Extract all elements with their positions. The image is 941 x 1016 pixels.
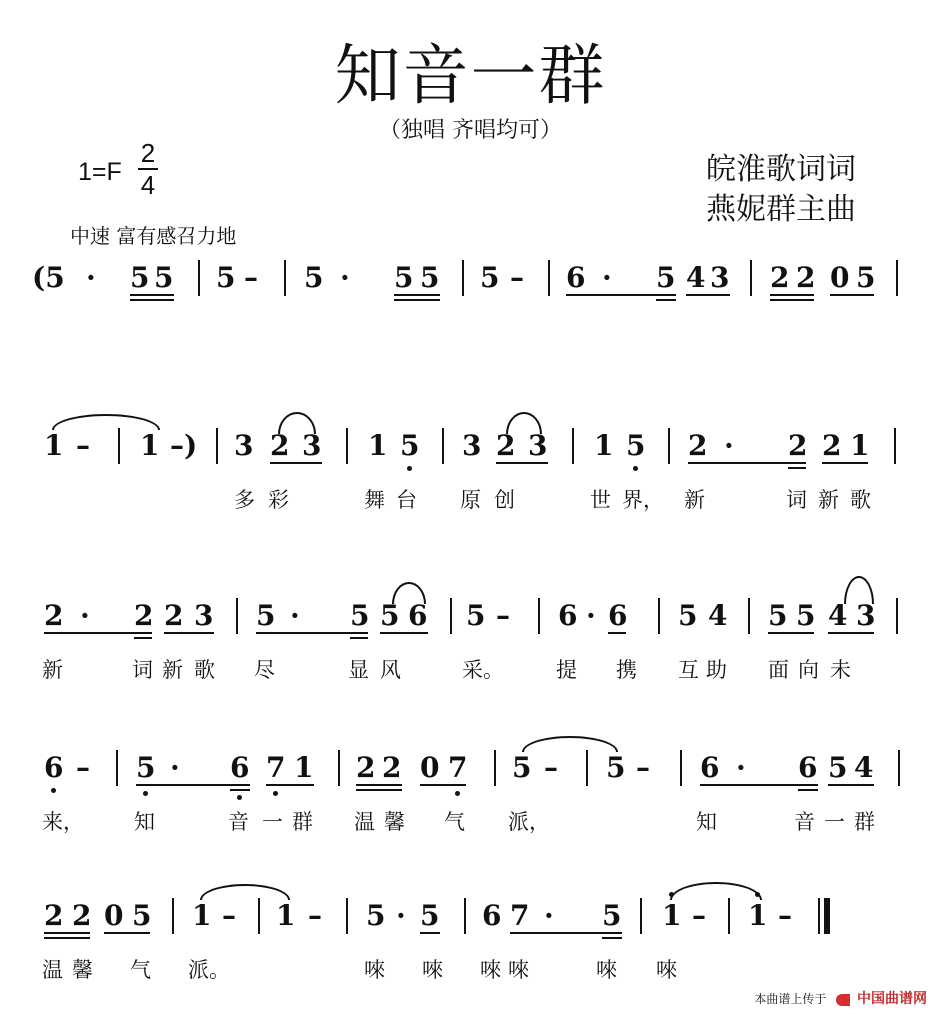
lyric: 一 — [262, 810, 283, 834]
low-octave-dot — [273, 791, 278, 796]
tempo-marking: 中速 富有感召力地 — [70, 224, 237, 248]
lyric: 未 — [830, 658, 851, 682]
underline — [510, 932, 622, 934]
dot: · — [86, 261, 96, 294]
lyric: 提 — [556, 658, 577, 682]
barline — [658, 598, 660, 634]
lyric: 风 — [380, 658, 401, 682]
underline — [266, 784, 314, 786]
note: 1 — [594, 429, 614, 462]
underline — [828, 784, 874, 786]
barline — [896, 598, 898, 634]
composer: 燕妮群主曲 — [706, 192, 856, 227]
note: 2 — [496, 429, 516, 462]
note: 5 — [304, 261, 324, 294]
lyric: 音 — [794, 810, 815, 834]
dash: – — [510, 261, 524, 294]
dash: – — [308, 899, 322, 932]
time-signature — [138, 140, 158, 198]
barline — [572, 428, 574, 464]
lyric: 新 — [684, 488, 705, 512]
lyric: 台 — [396, 488, 417, 512]
underline — [420, 932, 440, 934]
dot: · — [80, 599, 90, 632]
barline — [894, 428, 896, 464]
underline — [798, 789, 818, 791]
note: 5 — [768, 599, 788, 632]
note: 2 — [72, 899, 92, 932]
underline — [420, 784, 466, 786]
note: 2 — [770, 261, 790, 294]
underline — [270, 462, 322, 464]
note: 6 — [558, 599, 578, 632]
note: 5 — [828, 751, 848, 784]
underline — [230, 789, 250, 791]
barline — [668, 428, 670, 464]
note: 5 — [656, 261, 676, 294]
barline — [728, 898, 730, 934]
lyric: 词 — [132, 658, 153, 682]
barline — [338, 750, 340, 786]
note: (5 — [32, 261, 65, 294]
lyric: 唻 — [656, 958, 677, 982]
dash: – — [778, 899, 792, 932]
note: 3 — [462, 429, 482, 462]
dash: – — [544, 751, 558, 784]
lyric: 采。 — [462, 658, 504, 682]
lyric: 群 — [854, 810, 875, 834]
lyric: 词 — [786, 488, 807, 512]
underline — [394, 294, 440, 296]
underline — [496, 462, 548, 464]
barline — [216, 428, 218, 464]
low-octave-dot — [633, 466, 638, 471]
lyric: 多 — [234, 488, 255, 512]
underline — [130, 299, 174, 301]
barline — [450, 598, 452, 634]
note: 5 — [602, 899, 622, 932]
barline — [118, 428, 120, 464]
final-barline-thick — [824, 898, 830, 934]
credits — [706, 150, 856, 230]
underline — [788, 467, 806, 469]
lyric: 派。 — [188, 958, 230, 982]
note: 5 — [856, 261, 876, 294]
note: 0 — [104, 899, 124, 932]
time-denominator: 4 — [140, 170, 156, 200]
note: 5 — [512, 751, 532, 784]
underline — [104, 932, 150, 934]
lyric: 派， — [508, 810, 550, 834]
underline — [380, 632, 428, 634]
note: 6 — [608, 599, 628, 632]
underline — [356, 784, 402, 786]
underline — [770, 299, 814, 301]
note: 4 — [708, 599, 728, 632]
note: 2 — [164, 599, 184, 632]
lyric: 气 — [130, 958, 151, 982]
lyric: 歌 — [850, 488, 871, 512]
barline — [462, 260, 464, 296]
underline — [566, 294, 676, 296]
underline — [164, 632, 214, 634]
note: 2 — [382, 751, 402, 784]
note: 0 — [420, 751, 440, 784]
underline — [828, 632, 874, 634]
note: 2 — [270, 429, 290, 462]
lyric: 助 — [706, 658, 727, 682]
dot: · — [544, 899, 554, 932]
barline — [464, 898, 466, 934]
note: 5 — [480, 261, 500, 294]
low-octave-dot — [51, 788, 56, 793]
note: 5 — [796, 599, 816, 632]
key-signature: 1=F — [78, 158, 122, 186]
underline — [830, 294, 874, 296]
dash: – — [636, 751, 650, 784]
dot: · — [340, 261, 350, 294]
note: 3 — [234, 429, 254, 462]
note: 6 — [482, 899, 502, 932]
lyric: 一 — [824, 810, 845, 834]
dash: –) — [170, 429, 198, 462]
note: 1 — [850, 429, 870, 462]
note: 6 — [230, 751, 250, 784]
note: 5 — [380, 599, 400, 632]
tie — [522, 736, 618, 752]
lyric: 馨 — [72, 958, 93, 982]
note: 5 — [154, 261, 174, 294]
underline — [770, 294, 814, 296]
note: 5 — [256, 599, 276, 632]
slur — [844, 576, 874, 604]
underline — [768, 632, 814, 634]
barline — [896, 260, 898, 296]
note: 5 — [606, 751, 626, 784]
dash: – — [76, 429, 90, 462]
underline — [44, 937, 90, 939]
underline — [656, 299, 676, 301]
lyric: 唻 — [422, 958, 443, 982]
dash: – — [76, 751, 90, 784]
lyric: 舞 — [364, 488, 385, 512]
note: 1 — [276, 899, 296, 932]
note: 6 — [798, 751, 818, 784]
note: 1 — [368, 429, 388, 462]
underline — [134, 637, 152, 639]
low-octave-dot — [407, 466, 412, 471]
note: 6 — [44, 751, 64, 784]
lyric: 新 — [818, 488, 839, 512]
dash: – — [244, 261, 258, 294]
note: 3 — [194, 599, 214, 632]
dot: · — [396, 899, 406, 932]
note: 1 — [748, 899, 768, 932]
note: 2 — [822, 429, 842, 462]
note: 7 — [448, 751, 468, 784]
note: 5 — [216, 261, 236, 294]
dash: – — [692, 899, 706, 932]
lyric: 唻 — [364, 958, 385, 982]
note: 2 — [44, 599, 64, 632]
lyric: 原 — [460, 488, 481, 512]
lyric: 新 — [42, 658, 63, 682]
note: 4 — [854, 751, 874, 784]
upload-text: 本曲谱上传于 — [754, 992, 827, 1006]
underline — [688, 462, 806, 464]
note: 2 — [788, 429, 808, 462]
lyric: 唻 — [480, 958, 501, 982]
low-octave-dot — [237, 795, 242, 800]
note: 3 — [302, 429, 322, 462]
score-line-1 — [30, 258, 910, 368]
barline — [898, 750, 900, 786]
note: 5 — [466, 599, 486, 632]
lyric: 温 — [42, 958, 63, 982]
barline — [172, 898, 174, 934]
song-title: 知音一群 — [334, 37, 607, 114]
note: 4 — [828, 599, 848, 632]
lyric: 音 — [228, 810, 249, 834]
barline — [198, 260, 200, 296]
barline — [548, 260, 550, 296]
lyric: 知 — [696, 810, 717, 834]
underline — [256, 632, 368, 634]
lyric: 携 — [616, 658, 637, 682]
slur — [506, 412, 542, 434]
note: 5 — [400, 429, 420, 462]
note: 1 — [662, 899, 682, 932]
lyric: 知 — [134, 810, 155, 834]
low-octave-dot — [455, 791, 460, 796]
dash: – — [222, 899, 236, 932]
note: 5 — [366, 899, 386, 932]
note: 7 — [266, 751, 286, 784]
lyric: 界， — [622, 488, 664, 512]
dot: · — [602, 261, 612, 294]
underline — [700, 784, 818, 786]
note: 7 — [510, 899, 530, 932]
underline — [136, 784, 250, 786]
lyric: 来， — [42, 810, 84, 834]
barline — [346, 428, 348, 464]
score-line-4 — [30, 748, 910, 858]
lyric: 面 — [768, 658, 789, 682]
barline — [284, 260, 286, 296]
underline — [44, 632, 152, 634]
score-line-2 — [30, 426, 910, 536]
barline — [442, 428, 444, 464]
barline — [750, 260, 752, 296]
lyric: 尽 — [254, 658, 275, 682]
underline — [350, 637, 368, 639]
barline — [258, 898, 260, 934]
dot: · — [586, 599, 596, 632]
barline — [748, 598, 750, 634]
dash: – — [496, 599, 510, 632]
high-octave-dot — [755, 892, 760, 897]
note: 2 — [356, 751, 376, 784]
underline — [44, 932, 90, 934]
underline — [130, 294, 174, 296]
underline — [394, 299, 440, 301]
low-octave-dot — [143, 791, 148, 796]
performance-note: （独唱 齐唱均可） — [379, 118, 562, 143]
note: 1 — [192, 899, 212, 932]
note: 0 — [830, 261, 850, 294]
note: 5 — [626, 429, 646, 462]
underline — [608, 632, 626, 634]
time-numerator: 2 — [140, 138, 156, 168]
lyric: 新 — [162, 658, 183, 682]
note: 2 — [134, 599, 154, 632]
note: 6 — [700, 751, 720, 784]
barline — [116, 750, 118, 786]
lyric: 歌 — [194, 658, 215, 682]
high-octave-dot — [669, 892, 674, 897]
note: 5 — [130, 261, 150, 294]
note: 3 — [856, 599, 876, 632]
note: 2 — [688, 429, 708, 462]
note: 6 — [408, 599, 428, 632]
underline — [602, 937, 622, 939]
barline — [586, 750, 588, 786]
note: 3 — [710, 261, 730, 294]
note: 1 — [140, 429, 160, 462]
lyric: 唻 — [508, 958, 529, 982]
note: 3 — [528, 429, 548, 462]
dot: · — [290, 599, 300, 632]
lyric: 创 — [494, 488, 515, 512]
lyric: 气 — [444, 810, 465, 834]
site-logo-icon — [836, 994, 850, 1006]
lyric: 唻 — [596, 958, 617, 982]
note: 1 — [44, 429, 64, 462]
note: 2 — [44, 899, 64, 932]
lyric: 世 — [590, 488, 611, 512]
lyric: 向 — [798, 658, 819, 682]
barline — [680, 750, 682, 786]
lyric: 显 — [348, 658, 369, 682]
slur — [392, 582, 426, 604]
lyricist: 皖淮歌词词 — [706, 152, 856, 187]
note: 5 — [678, 599, 698, 632]
footer-watermark — [754, 988, 927, 1008]
note: 6 — [566, 261, 586, 294]
dot: · — [736, 751, 746, 784]
lyric: 群 — [292, 810, 313, 834]
note: 4 — [686, 261, 706, 294]
underline — [822, 462, 868, 464]
barline — [538, 598, 540, 634]
note: 5 — [132, 899, 152, 932]
lyric: 馨 — [384, 810, 405, 834]
barline — [640, 898, 642, 934]
note: 5 — [394, 261, 414, 294]
slur — [278, 412, 316, 434]
site-brand[interactable]: 中国曲谱网 — [857, 991, 927, 1007]
dot: · — [170, 751, 180, 784]
score-line-3 — [30, 596, 910, 706]
note: 5 — [350, 599, 370, 632]
lyric: 温 — [354, 810, 375, 834]
final-barline-thin — [818, 898, 820, 934]
lyric: 彩 — [268, 488, 289, 512]
underline — [686, 294, 730, 296]
note: 1 — [294, 751, 314, 784]
lyric: 互 — [678, 658, 699, 682]
underline — [356, 789, 402, 791]
note: 2 — [796, 261, 816, 294]
note: 5 — [420, 261, 440, 294]
note: 5 — [420, 899, 440, 932]
barline — [494, 750, 496, 786]
note: 5 — [136, 751, 156, 784]
dot: · — [724, 429, 734, 462]
barline — [236, 598, 238, 634]
barline — [346, 898, 348, 934]
